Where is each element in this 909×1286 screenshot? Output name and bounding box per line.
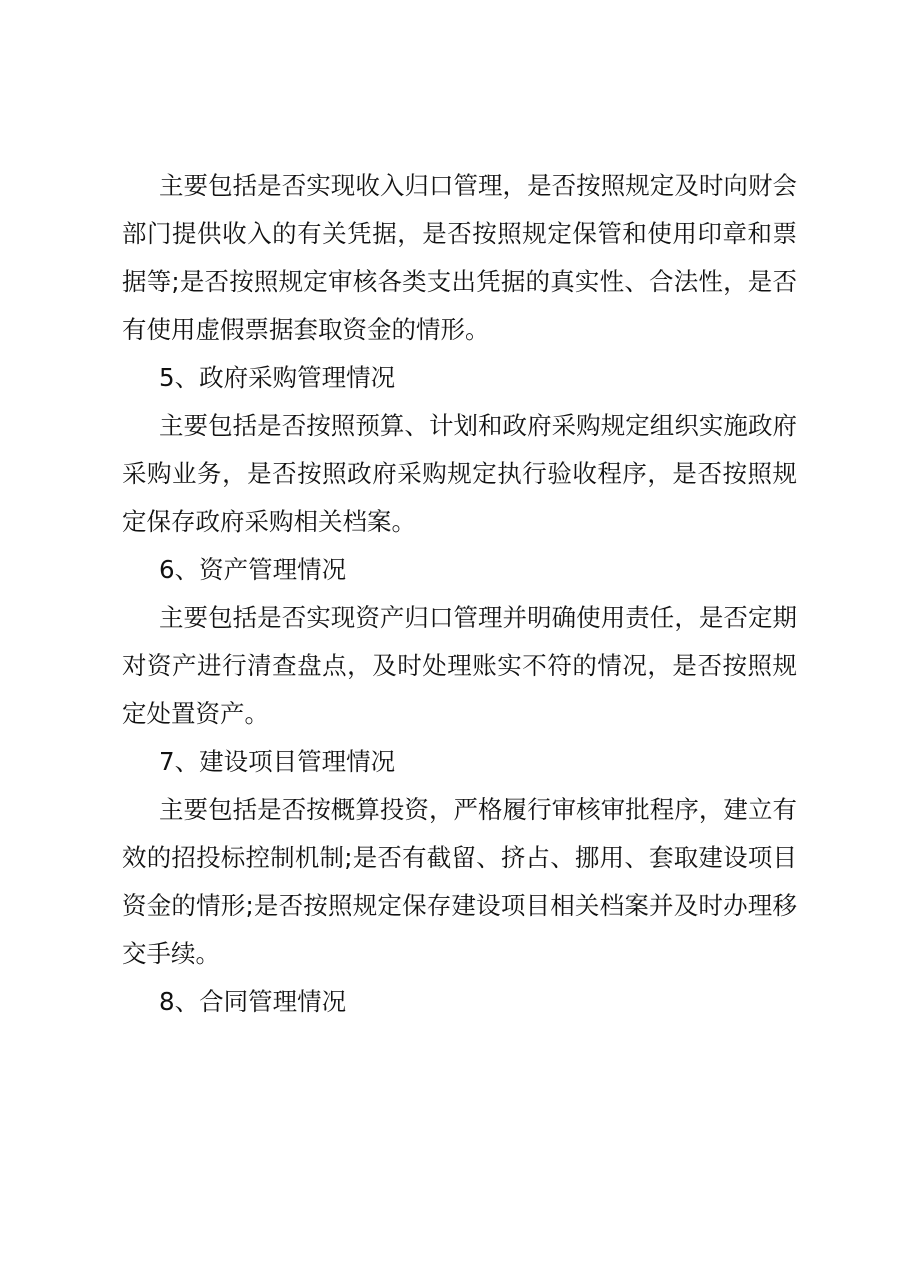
heading-asset-management: 6、资产管理情况 — [159, 555, 347, 584]
heading-construction-project: 7、建设项目管理情况 — [159, 747, 396, 776]
heading-contract-management: 8、合同管理情况 — [159, 987, 347, 1016]
document-body — [122, 162, 797, 1026]
paragraph-income-expense: 主要包括是否实现收入归口管理，是否按照规定及时向财会部门提供收入的有关凭据，是否按照规定保管和使用印章和票据等;是否按照规定审核各类支出凭据的真实性、合法性，是否有使用虚假票据套取资金的情形。 — [122, 171, 797, 344]
paragraph-asset-management: 主要包括是否实现资产归口管理并明确使用责任，是否定期对资产进行清查盘点，及时处理账实不符的情况，是否按照规定处置资产。 — [122, 603, 797, 728]
heading-government-procurement: 5、政府采购管理情况 — [159, 363, 396, 392]
paragraph-construction-project: 主要包括是否按概算投资，严格履行审核审批程序，建立有效的招投标控制机制;是否有截留、挤占、挪用、套取建设项目资金的情形;是否按照规定保存建设项目相关档案并及时办理移交手续。 — [122, 795, 797, 968]
paragraph-government-procurement: 主要包括是否按照预算、计划和政府采购规定组织实施政府采购业务，是否按照政府采购规定执行验收程序，是否按照规定保存政府采购相关档案。 — [122, 411, 797, 536]
